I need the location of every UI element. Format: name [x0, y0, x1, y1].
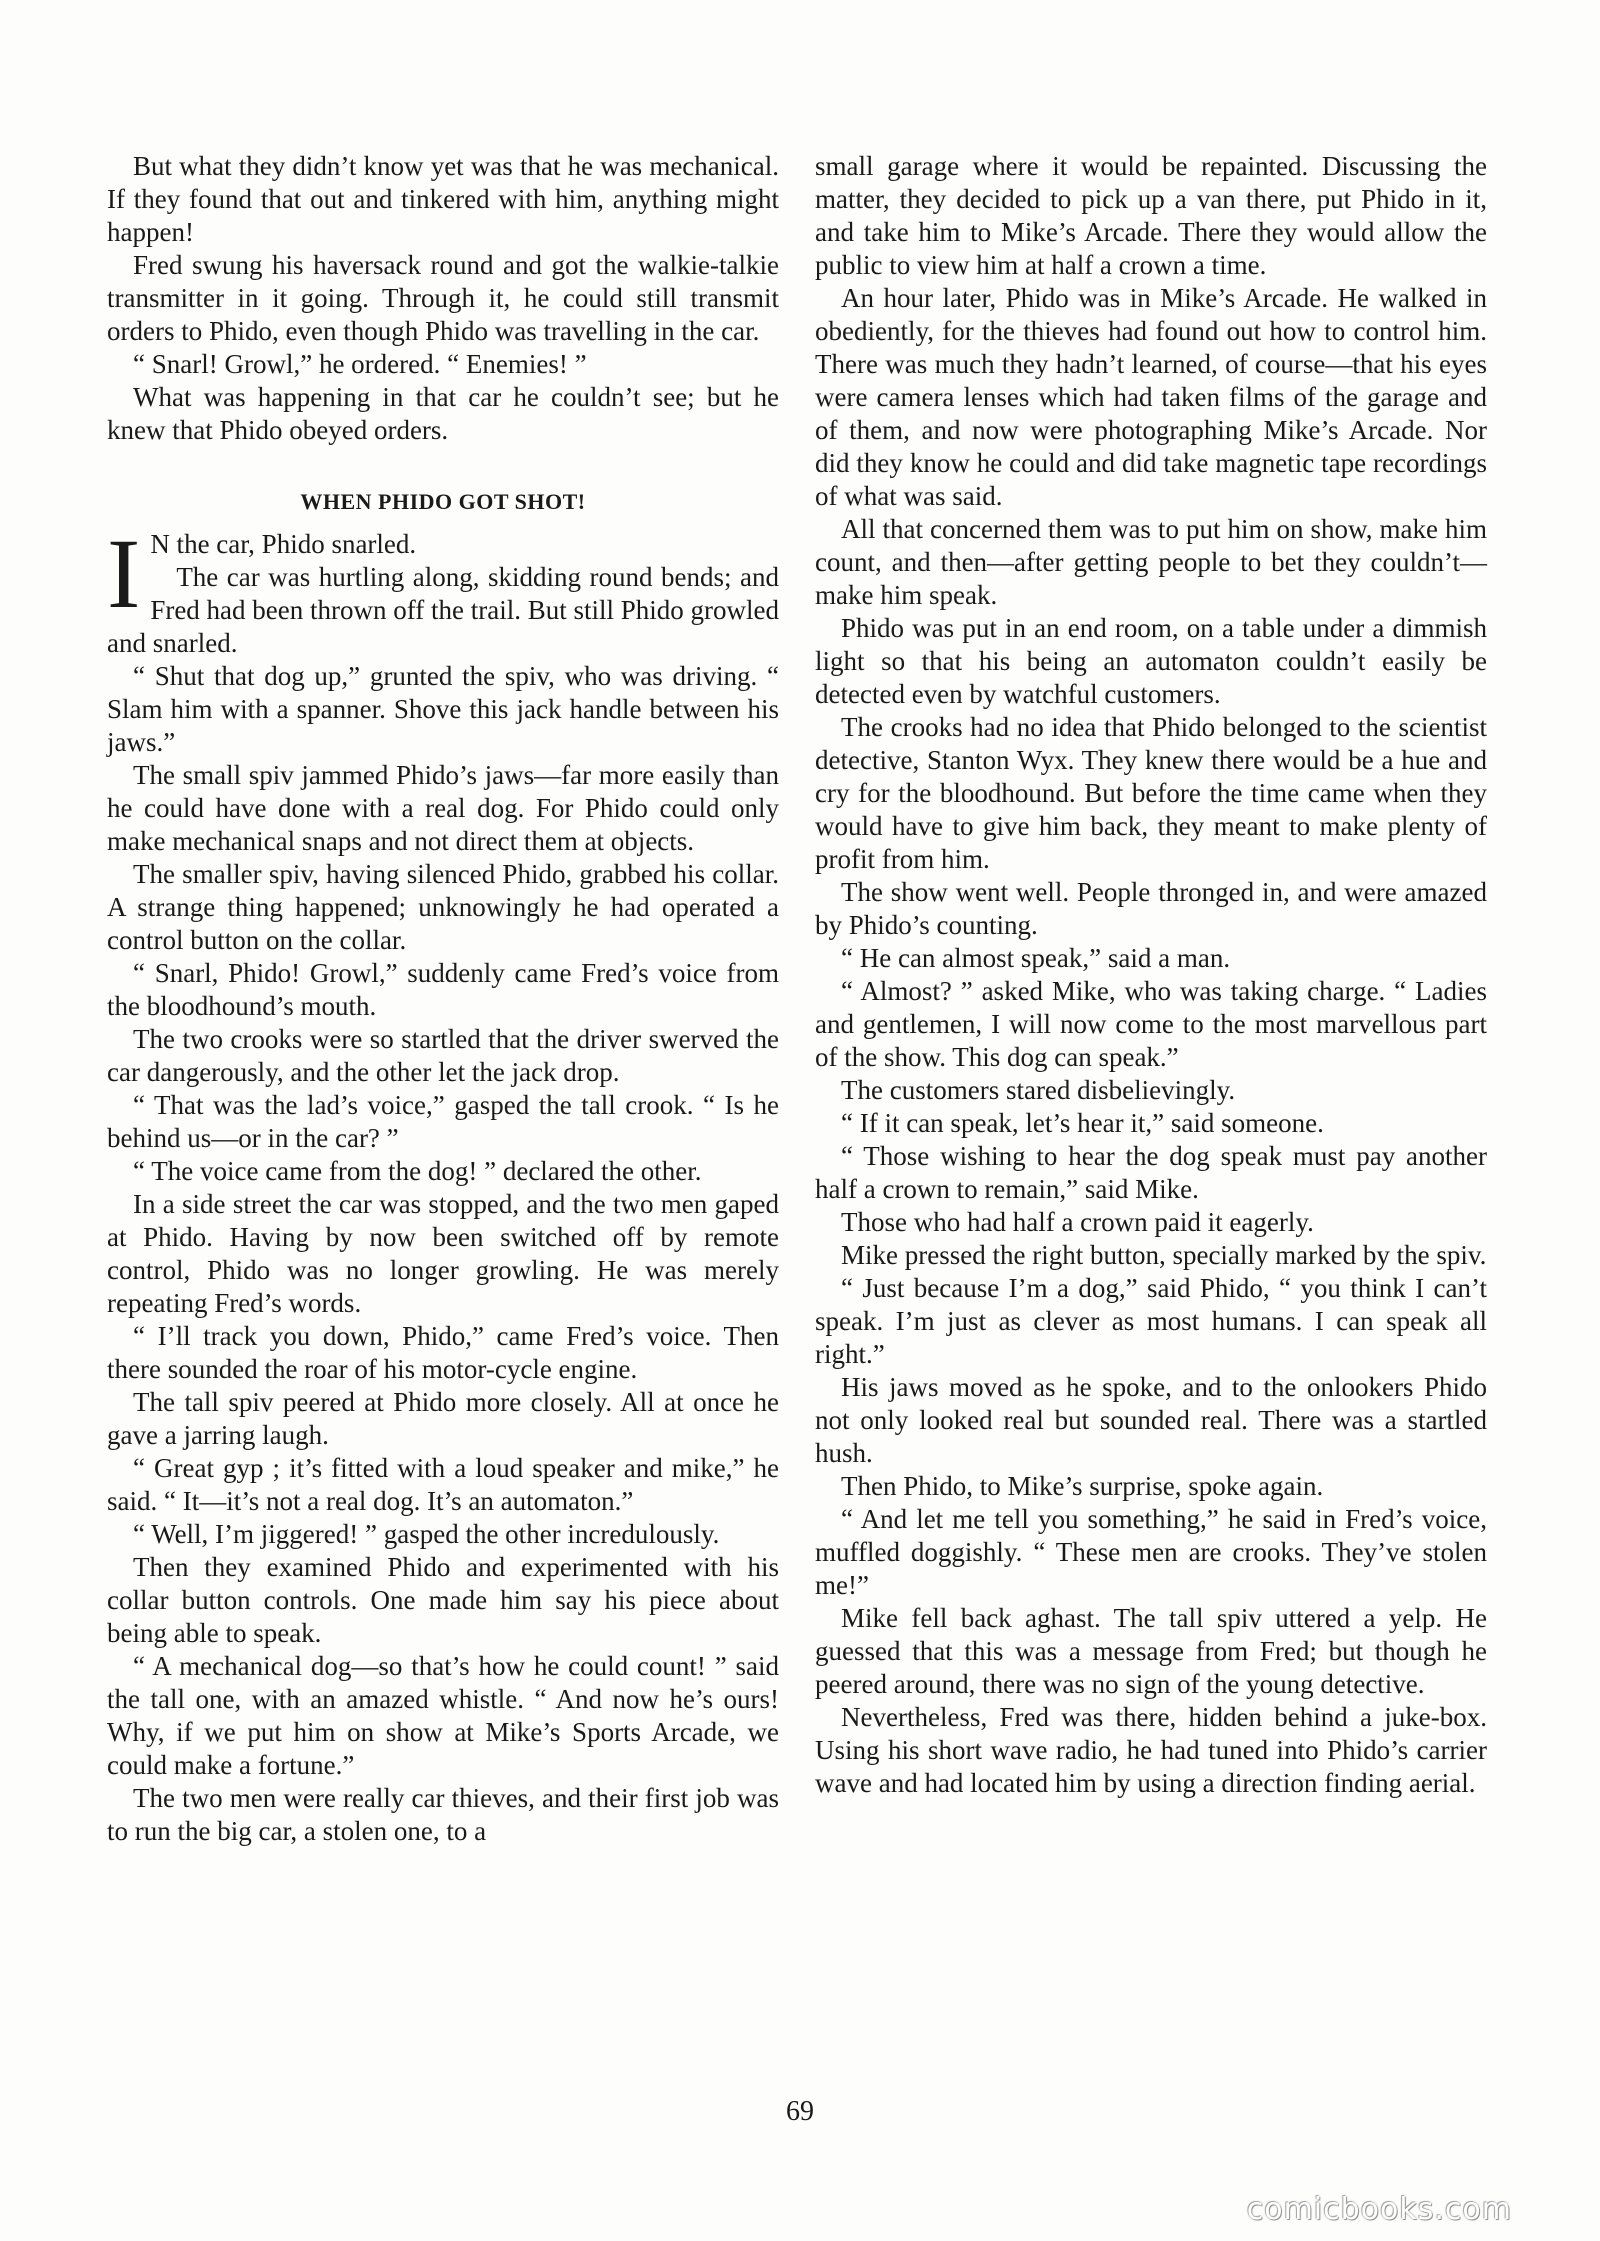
continued-paragraph: small garage where it would be repainted. Discussing the matter, they decided to pick up a van there, put Phido in it, and take him to Mike’s Arcade. There they would allow the public to view him at half a crown a time. — [815, 151, 1487, 280]
paragraph: “ I’ll track you down, Phido,” came Fred’s voice. Then there sounded the roar of his motor-cycle engine. — [107, 1321, 779, 1384]
paragraph: The show went well. People thronged in, and were amazed by Phido’s counting. — [815, 877, 1487, 940]
paragraph: The small spiv jammed Phido’s jaws—far more easily than he could have done with a real dog. For Phido could only make mechanical snaps and not direct them at objects. — [107, 760, 779, 856]
paragraph: “ Shut that dog up,” grunted the spiv, who was driving. “ Slam him with a spanner. Shove this jack handle between his jaws.” — [107, 661, 779, 757]
paragraph: “ The voice came from the dog! ” declared the other. — [133, 1156, 702, 1186]
paragraph: Fred swung his haversack round and got the walkie-talkie transmitter in it going. Through it, he could still transmit orders to Phido, even though Phido was travelling in the car. — [107, 250, 779, 346]
paragraph: In a side street the car was stopped, and the two men gaped at Phido. Having by now been switched off by remote control, Phido was no longer growling. He was merely repeating Fred’s words. — [107, 1189, 779, 1318]
paragraph: “ And let me tell you something,” he said in Fred’s voice, muffled doggishly. “ These men are crooks. They’ve stolen me!” — [815, 1504, 1487, 1600]
paragraph: Then they examined Phido and experimented with his collar button controls. One made him say his piece about being able to speak. — [107, 1552, 779, 1648]
section-heading: WHEN PHIDO GOT SHOT! — [300, 489, 586, 514]
paragraph: The crooks had no idea that Phido belonged to the scientist detective, Stanton Wyx. They knew there would be a hue and cry for the bloodhound. But before the time came when they would have to give him back, they meant to make plenty of profit from him. — [815, 712, 1487, 874]
paragraph: Mike fell back aghast. The tall spiv uttered a yelp. He guessed that this was a message from Fred; but though he peered around, there was no sign of the young detective. — [815, 1603, 1487, 1699]
paragraph: The car was hurtling along, skidding round bends; and Fred had been thrown off the trail. But still Phido growled and snarled. — [107, 562, 779, 658]
drop-cap: I — [107, 518, 141, 629]
paragraph: Those who had half a crown paid it eagerly. — [841, 1207, 1314, 1237]
paragraph: “ Snarl, Phido! Growl,” suddenly came Fred’s voice from the bloodhound’s mouth. — [107, 958, 779, 1021]
paragraph: “ He can almost speak,” said a man. — [841, 943, 1231, 973]
paragraph: “ Those wishing to hear the dog speak must pay another half a crown to remain,” said Mike. — [815, 1141, 1487, 1204]
paragraph: The tall spiv peered at Phido more closely. All at once he gave a jarring laugh. — [107, 1387, 779, 1450]
paragraph: “ Just because I’m a dog,” said Phido, “ you think I can’t speak. I’m just as clever as most humans. I can speak all right.” — [815, 1273, 1487, 1369]
paragraph: The customers stared disbelievingly. — [841, 1075, 1236, 1105]
paragraph: “ Great gyp ; it’s fitted with a loud speaker and mike,” he said. “ It—it’s not a real dog. It’s an automaton.” — [107, 1453, 779, 1516]
page-number: 69 — [786, 2096, 814, 2127]
paragraph: Mike pressed the right button, specially marked by the spiv. — [841, 1240, 1487, 1270]
paragraph: His jaws moved as he spoke, and to the onlookers Phido not only looked real but sounded real. There was a startled hush. — [815, 1372, 1487, 1468]
paragraph: “ If it can speak, let’s hear it,” said someone. — [841, 1108, 1324, 1138]
watermark: comicbooks.com — [1246, 2192, 1512, 2227]
dropcap-text: N the car, Phido snarled. — [150, 529, 417, 559]
paragraph: The smaller spiv, having silenced Phido, grabbed his collar. A strange thing happened; unknowingly he had operated a control button on the collar. — [107, 859, 779, 955]
paragraph: “ Almost? ” asked Mike, who was taking charge. “ Ladies and gentlemen, I will now come to the most marvellous part of the show. This dog can speak.” — [815, 976, 1487, 1072]
paragraph: “ That was the lad’s voice,” gasped the tall crook. “ Is he behind us—or in the car? ” — [107, 1090, 779, 1153]
paragraph: What was happening in that car he couldn’t see; but he knew that Phido obeyed orders. — [107, 382, 779, 445]
paragraph: Then Phido, to Mike’s surprise, spoke again. — [841, 1471, 1324, 1501]
right-column — [815, 150, 1487, 1800]
paragraph: “ Well, I’m jiggered! ” gasped the other incredulously. — [133, 1519, 720, 1549]
paragraph: An hour later, Phido was in Mike’s Arcade. He walked in obediently, for the thieves had found out how to control him. There was much they hadn’t learned, of course—that his eyes were camera lenses which had taken films of the garage and of them, and now were photographing Mike’s Arcade. Nor did they know he could and did take magnetic tape recordings of what was said. — [815, 283, 1487, 511]
paragraph: “ A mechanical dog—so that’s how he could count! ” said the tall one, with an amazed whistle. “ And now he’s ours! Why, if we put him on show at Mike’s Sports Arcade, we could make a fortune.” — [107, 1651, 779, 1780]
paragraph: “ Snarl! Growl,” he ordered. “ Enemies! ” — [133, 349, 587, 379]
paragraph: The two men were really car thieves, and their first job was to run the big car, a stolen one, to a — [107, 1783, 779, 1846]
paragraph: The two crooks were so startled that the driver swerved the car dangerously, and the other let the jack drop. — [107, 1024, 779, 1087]
left-column — [107, 150, 779, 1848]
paragraph: But what they didn’t know yet was that he was mechanical. If they found that out and tinkered with him, anything might happen! — [107, 151, 779, 247]
paragraph: Nevertheless, Fred was there, hidden behind a juke-box. Using his short wave radio, he had tuned into Phido’s carrier wave and had located him by using a direction finding aerial. — [815, 1702, 1487, 1798]
paragraph: All that concerned them was to put him on show, make him count, and then—after getting people to bet they couldn’t—make him speak. — [815, 514, 1487, 610]
paragraph: Phido was put in an end room, on a table under a dimmish light so that his being an automaton couldn’t easily be detected even by watchful customers. — [815, 613, 1487, 709]
